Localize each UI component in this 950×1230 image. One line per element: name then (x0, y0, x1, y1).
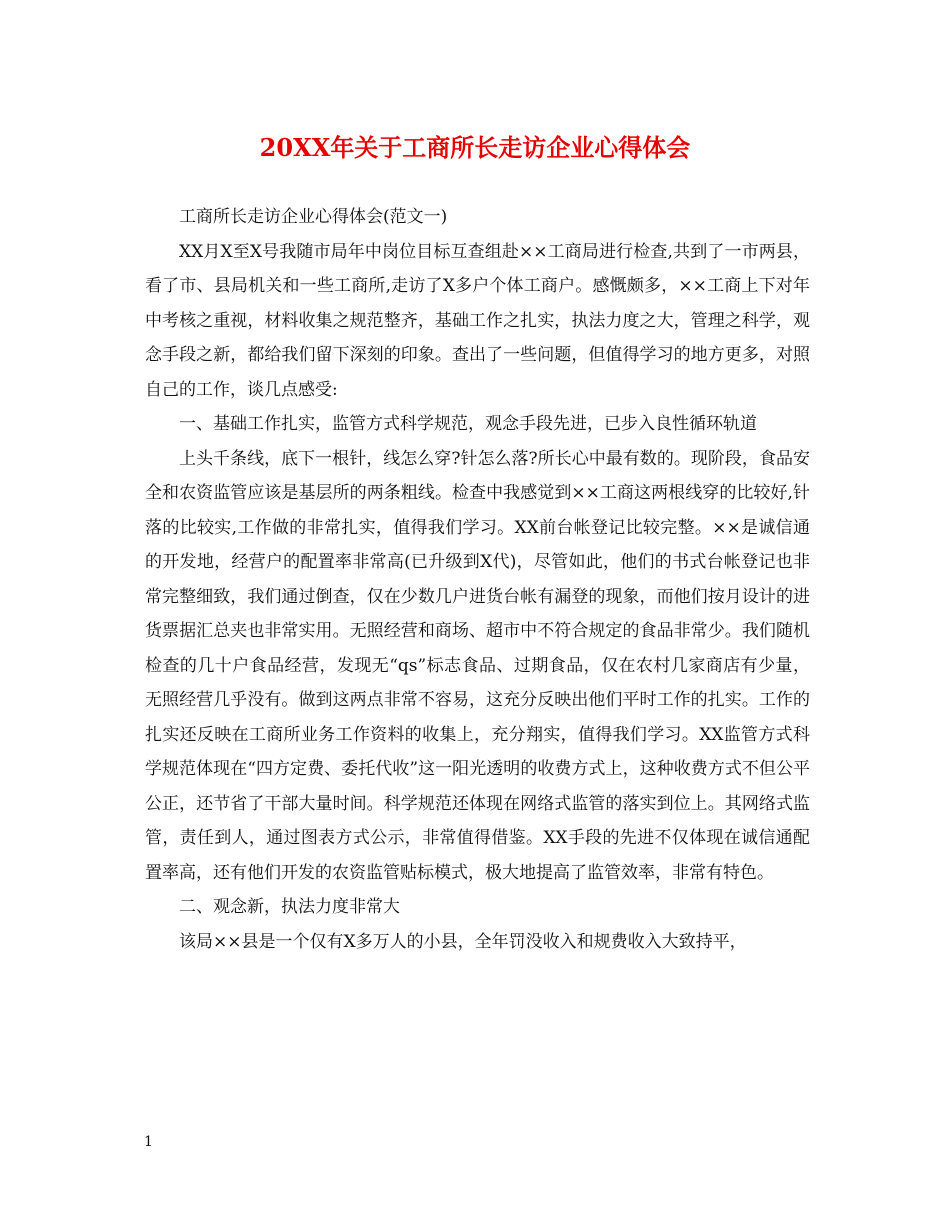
paragraph-section-2-heading: 二、观念新，执法力度非常大 (179, 897, 400, 917)
paragraph-section-1-body: 上头千条线，底下一根针，线怎么穿?针怎么落?所长心中最有数的。现阶段，食品安全和农资监管应该是基层所的两条粗线。检查中我感觉到××工商这两根线穿的比较好,针落的比较实,工作做的非常扎实，值得我们学习。XX前台帐登记比较完整。××是诚信通的开发地，经营户的配置率非常高(已升级到X代)，尽管如此，他们的书式台帐登记也非常完整细致，我们通过倒查，仅在少数几户进货台帐有漏登的现象，而他们按月设计的进货票据汇总夹也非常实用。无照经营和商场、超市中不符合规定的食品非常少。我们随机检查的几十户食品经营，发现无“qs”标志食品、过期食品，仅在农村几家商店有少量，无照经营几乎没有。做到这两点非常不容易，这充分反映出他们平时工作的扎实。工作的扎实还反映在工商所业务工作资料的收集上，充分翔实，值得我们学习。XX监管方式科学规范体现在“四方定费、委托代收”这一阳光透明的收费方式上，这种收费方式不但公平公正，还节省了干部大量时间。科学规范还体现在网络式监管的落实到位上。其网络式监管，责任到人，通过图表方式公示，非常值得借鉴。XX手段的先进不仅体现在诚信通配置率高，还有他们开发的农资监管贴标模式，极大地提高了监管效率，非常有特色。 (145, 448, 810, 883)
paragraph-intro: XX月X至X号我随市局年中岗位目标互查组赴××工商局进行检查,共到了一市两县，看了市、县局机关和一些工商所,走访了X多户个体工商户。感慨颇多，××工商上下对年中考核之重视，材料收集之规范整齐，基础工作之扎实，执法力度之大，管理之科学，观念手段之新，都给我们留下深刻的印象。查出了一些问题，但值得学习的地方更多，对照自己的工作，谈几点感受: (145, 241, 810, 400)
paragraph-section-1-heading: 一、基础工作扎实，监管方式科学规范，观念手段先进，已步入良性循环轨道 (179, 414, 757, 434)
page-number: 1 (144, 1134, 153, 1150)
document-title: 20XX年关于工商所长走访企业心得体会 (259, 133, 691, 162)
document-body (145, 200, 810, 959)
paragraph-section-2-body: 该局××县是一个仅有X多万人的小县，全年罚没收入和规费收入大致持平， (179, 931, 747, 952)
paragraph-subtitle: 工商所长走访企业心得体会(范文一) (179, 207, 448, 227)
